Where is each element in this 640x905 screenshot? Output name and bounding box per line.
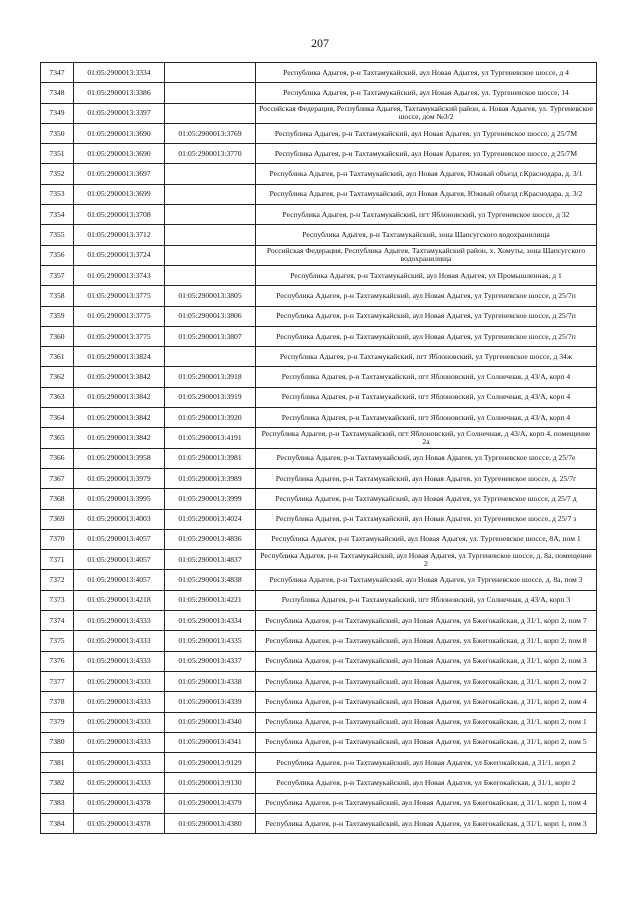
object-cadastral-number-cell: 01:05:2900013:4191 [165, 428, 256, 448]
address-cell: Республика Адыгея, р-н Тахтамукайский, аул Новая Адыгея, ул Бжегокайская, д 31/1, корп 2 [256, 753, 597, 773]
object-cadastral-number-cell: 01:05:2900013:3918 [165, 367, 256, 387]
table-row [41, 408, 597, 428]
object-cadastral-number-cell [165, 103, 256, 123]
row-number-cell: 7349 [41, 103, 74, 123]
row-number-cell: 7361 [41, 347, 74, 367]
registry-table [40, 62, 597, 834]
address-cell: Республика Адыгея, р-н Тахтамукайский, аул Новая Адыгея, Южный объезд г.Краснодара, д. 3/1 [256, 164, 597, 184]
cadastral-number-cell: 01:05:2900013:4057 [74, 529, 165, 549]
row-number-cell: 7356 [41, 245, 74, 265]
row-number-cell: 7362 [41, 367, 74, 387]
table-row [41, 590, 597, 610]
cadastral-number-cell: 01:05:2900013:4333 [74, 712, 165, 732]
registry-body [41, 63, 597, 834]
object-cadastral-number-cell: 01:05:2900013:4334 [165, 611, 256, 631]
object-cadastral-number-cell: 01:05:2900013:3807 [165, 326, 256, 346]
address-cell: Республика Адыгея, р-н Тахтамукайский, аул Новая Адыгея, ул Тургеневское шоссе, д. 8а, помещение 2 [256, 550, 597, 570]
table-row [41, 692, 597, 712]
row-number-cell: 7377 [41, 671, 74, 691]
address-cell: Республика Адыгея, р-н Тахтамукайский, аул Новая Адыгея, ул Бжегокайская, д 31/1, корп 2, пом 2 [256, 671, 597, 691]
address-cell: Республика Адыгея, р-н Тахтамукайский, аул Новая Адыгея, Южный объезд г.Краснодара, д. 3/2 [256, 184, 597, 204]
address-cell: Республика Адыгея, р-н Тахтамукайский, аул Новая Адыгея, ул Бжегокайская, д 31/1, корп 2, пом 4 [256, 692, 597, 712]
table-row [41, 123, 597, 143]
cadastral-number-cell: 01:05:2900013:3842 [74, 367, 165, 387]
object-cadastral-number-cell: 01:05:2900013:3920 [165, 408, 256, 428]
object-cadastral-number-cell: 01:05:2900013:3805 [165, 286, 256, 306]
table-row [41, 773, 597, 793]
row-number-cell: 7374 [41, 611, 74, 631]
page-number: 207 [311, 36, 329, 50]
cadastral-number-cell: 01:05:2900013:3708 [74, 205, 165, 225]
object-cadastral-number-cell: 01:05:2900013:4338 [165, 671, 256, 691]
table-row [41, 671, 597, 691]
table-row [41, 570, 597, 590]
address-cell: Республика Адыгея, р-н Тахтамукайский, аул Новая Адыгея, ул Бжегокайская, д 31/1, корп 2, пом 8 [256, 631, 597, 651]
row-number-cell: 7355 [41, 225, 74, 245]
object-cadastral-number-cell [165, 205, 256, 225]
object-cadastral-number-cell: 01:05:2900013:3999 [165, 489, 256, 509]
address-cell: Республика Адыгея, р-н Тахтамукайский, аул Новая Адыгея, ул. Тургеневское шоссе, 8А, пом 1 [256, 529, 597, 549]
address-cell: Российская Федерация, Республика Адыгея, Тахтамукайский район, х. Хомуты, зона Шапсугского водохранилища [256, 245, 597, 265]
row-number-cell: 7366 [41, 448, 74, 468]
cadastral-number-cell: 01:05:2900013:3995 [74, 489, 165, 509]
address-cell: Республика Адыгея, р-н Тахтамукайский, аул Новая Адыгея, ул. Тургеневское шоссе, 14 [256, 83, 597, 103]
cadastral-number-cell: 01:05:2900013:3690 [74, 123, 165, 143]
table-row [41, 306, 597, 326]
address-cell: Республика Адыгея, р-н Тахтамукайский, пгт Яблоновский, ул Солнечная, д 43/А, корп 4, помещение 2а [256, 428, 597, 448]
table-row [41, 489, 597, 509]
cadastral-number-cell: 01:05:2900013:4003 [74, 509, 165, 529]
cadastral-number-cell: 01:05:2900013:3842 [74, 387, 165, 407]
row-number-cell: 7368 [41, 489, 74, 509]
row-number-cell: 7350 [41, 123, 74, 143]
address-cell: Республика Адыгея, р-н Тахтамукайский, аул Новая Адыгея, ул Тургеневское шоссе, д 25/7п [256, 286, 597, 306]
object-cadastral-number-cell: 01:05:2900013:4024 [165, 509, 256, 529]
object-cadastral-number-cell: 01:05:2900013:9130 [165, 773, 256, 793]
cadastral-number-cell: 01:05:2900013:4057 [74, 550, 165, 570]
object-cadastral-number-cell [165, 245, 256, 265]
cadastral-number-cell: 01:05:2900013:3697 [74, 164, 165, 184]
address-cell: Республика Адыгея, р-н Тахтамукайский, аул Новая Адыгея, ул Бжегокайская, д 31/1, корп 2, пом 3 [256, 651, 597, 671]
address-cell: Республика Адыгея, р-н Тахтамукайский, аул Новая Адыгея, ул Тургеневское шоссе, д. 8а, пом 3 [256, 570, 597, 590]
row-number-cell: 7378 [41, 692, 74, 712]
address-cell: Республика Адыгея, р-н Тахтамукайский, аул Новая Адыгея, ул Бжегокайская, д 31/1, корп 2, пом 7 [256, 611, 597, 631]
row-number-cell: 7370 [41, 529, 74, 549]
row-number-cell: 7364 [41, 408, 74, 428]
cadastral-number-cell: 01:05:2900013:4333 [74, 692, 165, 712]
table-row [41, 83, 597, 103]
cadastral-number-cell: 01:05:2900013:4333 [74, 773, 165, 793]
cadastral-number-cell: 01:05:2900013:4333 [74, 671, 165, 691]
address-cell: Российская Федерация, Республика Адыгея, Тахтамукайский район, а. Новая Адыгея, ул. Тургеневское шоссе, дом №3/2 [256, 103, 597, 123]
row-number-cell: 7365 [41, 428, 74, 448]
row-number-cell: 7367 [41, 468, 74, 488]
cadastral-number-cell: 01:05:2900013:3842 [74, 408, 165, 428]
row-number-cell: 7352 [41, 164, 74, 184]
object-cadastral-number-cell: 01:05:2900013:4380 [165, 813, 256, 833]
row-number-cell: 7358 [41, 286, 74, 306]
table-row [41, 347, 597, 367]
row-number-cell: 7375 [41, 631, 74, 651]
cadastral-number-cell: 01:05:2900013:4218 [74, 590, 165, 610]
object-cadastral-number-cell: 01:05:2900013:4836 [165, 529, 256, 549]
address-cell: Республика Адыгея, р-н Тахтамукайский, пгт Яблоновский, ул Солнечная, д 43/А, корп 4 [256, 387, 597, 407]
row-number-cell: 7348 [41, 83, 74, 103]
table-row [41, 813, 597, 833]
table-row [41, 468, 597, 488]
table-row [41, 753, 597, 773]
object-cadastral-number-cell: 01:05:2900013:9129 [165, 753, 256, 773]
object-cadastral-number-cell [165, 164, 256, 184]
cadastral-number-cell: 01:05:2900013:3775 [74, 286, 165, 306]
object-cadastral-number-cell: 01:05:2900013:3769 [165, 123, 256, 143]
table-row [41, 651, 597, 671]
cadastral-number-cell: 01:05:2900013:3958 [74, 448, 165, 468]
address-cell: Республика Адыгея, р-н Тахтамукайский, аул Новая Адыгея, ул Тургеневское шоссе, д 25/7 д [256, 489, 597, 509]
row-number-cell: 7357 [41, 265, 74, 285]
table-row [41, 164, 597, 184]
cadastral-number-cell: 01:05:2900013:3775 [74, 306, 165, 326]
table-row [41, 732, 597, 752]
row-number-cell: 7363 [41, 387, 74, 407]
table-row [41, 144, 597, 164]
object-cadastral-number-cell: 01:05:2900013:4341 [165, 732, 256, 752]
cadastral-number-cell: 01:05:2900013:4333 [74, 753, 165, 773]
table-row [41, 103, 597, 123]
table-row [41, 611, 597, 631]
object-cadastral-number-cell [165, 184, 256, 204]
table-row [41, 529, 597, 549]
address-cell: Республика Адыгея, р-н Тахтамукайский, пгт Яблоновский, ул Тургеневское шоссе, д 32 [256, 205, 597, 225]
table-row [41, 245, 597, 265]
cadastral-number-cell: 01:05:2900013:3712 [74, 225, 165, 245]
row-number-cell: 7371 [41, 550, 74, 570]
row-number-cell: 7379 [41, 712, 74, 732]
row-number-cell: 7373 [41, 590, 74, 610]
object-cadastral-number-cell [165, 265, 256, 285]
table-row [41, 367, 597, 387]
cadastral-number-cell: 01:05:2900013:3824 [74, 347, 165, 367]
object-cadastral-number-cell [165, 225, 256, 245]
row-number-cell: 7380 [41, 732, 74, 752]
cadastral-number-cell: 01:05:2900013:4057 [74, 570, 165, 590]
address-cell: Республика Адыгея, р-н Тахтамукайский, аул Новая Адыгея, ул Тургеневское шоссе, д 25/7п [256, 306, 597, 326]
object-cadastral-number-cell [165, 83, 256, 103]
cadastral-number-cell: 01:05:2900013:3699 [74, 184, 165, 204]
address-cell: Республика Адыгея, р-н Тахтамукайский, аул Новая Адыгея, ул Бжегокайская, д 31/1, корп 1, пом 3 [256, 813, 597, 833]
cadastral-number-cell: 01:05:2900013:3724 [74, 245, 165, 265]
table-row [41, 793, 597, 813]
cadastral-number-cell: 01:05:2900013:4333 [74, 611, 165, 631]
object-cadastral-number-cell: 01:05:2900013:3981 [165, 448, 256, 468]
table-row [41, 205, 597, 225]
object-cadastral-number-cell: 01:05:2900013:4837 [165, 550, 256, 570]
object-cadastral-number-cell [165, 347, 256, 367]
address-cell: Республика Адыгея, р-н Тахтамукайский, аул Новая Адыгея, ул Бжегокайская, д 31/1, корп 1, пом 4 [256, 793, 597, 813]
cadastral-number-cell: 01:05:2900013:4378 [74, 813, 165, 833]
address-cell: Республика Адыгея, р-н Тахтамукайский, аул Новая Адыгея, ул Промышленная, д 1 [256, 265, 597, 285]
address-cell: Республика Адыгея, р-н Тахтамукайский, аул Новая Адыгея, ул Тургеневское шоссе, д. 25/7г [256, 468, 597, 488]
table-row [41, 265, 597, 285]
object-cadastral-number-cell [165, 63, 256, 83]
cadastral-number-cell: 01:05:2900013:3334 [74, 63, 165, 83]
table-row [41, 387, 597, 407]
address-cell: Республика Адыгея, р-н Тахтамукайский, аул Новая Адыгея, ул Тургеневское шоссе, д 25/7е [256, 448, 597, 468]
table-row [41, 225, 597, 245]
table-row [41, 712, 597, 732]
object-cadastral-number-cell: 01:05:2900013:3770 [165, 144, 256, 164]
cadastral-number-cell: 01:05:2900013:3397 [74, 103, 165, 123]
address-cell: Республика Адыгея, р-н Тахтамукайский, пгт Яблоновский, ул Солнечная, д 43/А, корп 3 [256, 590, 597, 610]
object-cadastral-number-cell: 01:05:2900013:3919 [165, 387, 256, 407]
cadastral-number-cell: 01:05:2900013:4333 [74, 732, 165, 752]
table-row [41, 286, 597, 306]
cadastral-number-cell: 01:05:2900013:3842 [74, 428, 165, 448]
object-cadastral-number-cell: 01:05:2900013:4379 [165, 793, 256, 813]
address-cell: Республика Адыгея, р-н Тахтамукайский, зона Шапсугского водохранилища [256, 225, 597, 245]
table-row [41, 448, 597, 468]
row-number-cell: 7381 [41, 753, 74, 773]
address-cell: Республика Адыгея, р-н Тахтамукайский, пгт Яблоновский, ул Тургеневское шоссе, д 34ж [256, 347, 597, 367]
address-cell: Республика Адыгея, р-н Тахтамукайский, аул Новая Адыгея, ул Бжегокайская, д 31/1, корп 2, пом 1 [256, 712, 597, 732]
cadastral-number-cell: 01:05:2900013:4378 [74, 793, 165, 813]
row-number-cell: 7369 [41, 509, 74, 529]
row-number-cell: 7360 [41, 326, 74, 346]
object-cadastral-number-cell: 01:05:2900013:4221 [165, 590, 256, 610]
object-cadastral-number-cell: 01:05:2900013:4340 [165, 712, 256, 732]
row-number-cell: 7347 [41, 63, 74, 83]
object-cadastral-number-cell: 01:05:2900013:3989 [165, 468, 256, 488]
table-row [41, 550, 597, 570]
address-cell: Республика Адыгея, р-н Тахтамукайский, пгт Яблоновский, ул Солнечная, д 43/А, корп 4 [256, 367, 597, 387]
address-cell: Республика Адыгея, р-н Тахтамукайский, пгт Яблоновский, ул Солнечная, д 43/А, корп 4 [256, 408, 597, 428]
row-number-cell: 7354 [41, 205, 74, 225]
cadastral-number-cell: 01:05:2900013:3979 [74, 468, 165, 488]
cadastral-number-cell: 01:05:2900013:3775 [74, 326, 165, 346]
table-row [41, 509, 597, 529]
object-cadastral-number-cell: 01:05:2900013:3806 [165, 306, 256, 326]
row-number-cell: 7383 [41, 793, 74, 813]
cadastral-number-cell: 01:05:2900013:3690 [74, 144, 165, 164]
table-row [41, 326, 597, 346]
address-cell: Республика Адыгея, р-н Тахтамукайский, аул Новая Адыгея, ул Тургеневское шоссе, д 25/7М [256, 123, 597, 143]
object-cadastral-number-cell: 01:05:2900013:4339 [165, 692, 256, 712]
object-cadastral-number-cell: 01:05:2900013:4838 [165, 570, 256, 590]
address-cell: Республика Адыгея, р-н Тахтамукайский, аул Новая Адыгея, ул Бжегокайская, д 31/1, корп 2 [256, 773, 597, 793]
address-cell: Республика Адыгея, р-н Тахтамукайский, аул Новая Адыгея, ул Тургеневское шоссе, д 25/7 з [256, 509, 597, 529]
row-number-cell: 7372 [41, 570, 74, 590]
table-row [41, 428, 597, 448]
object-cadastral-number-cell: 01:05:2900013:4337 [165, 651, 256, 671]
row-number-cell: 7351 [41, 144, 74, 164]
row-number-cell: 7376 [41, 651, 74, 671]
row-number-cell: 7382 [41, 773, 74, 793]
cadastral-number-cell: 01:05:2900013:3743 [74, 265, 165, 285]
cadastral-number-cell: 01:05:2900013:4333 [74, 631, 165, 651]
row-number-cell: 7359 [41, 306, 74, 326]
row-number-cell: 7353 [41, 184, 74, 204]
table-row [41, 63, 597, 83]
object-cadastral-number-cell: 01:05:2900013:4335 [165, 631, 256, 651]
address-cell: Республика Адыгея, р-н Тахтамукайский, аул Новая Адыгея, ул Тургеневское шоссе, д 4 [256, 63, 597, 83]
row-number-cell: 7384 [41, 813, 74, 833]
table-row [41, 184, 597, 204]
cadastral-number-cell: 01:05:2900013:3386 [74, 83, 165, 103]
address-cell: Республика Адыгея, р-н Тахтамукайский, аул Новая Адыгея, ул Тургеневское шоссе, д 25/7М [256, 144, 597, 164]
address-cell: Республика Адыгея, р-н Тахтамукайский, аул Новая Адыгея, ул Бжегокайская, д 31/1, корп 2, пом 5 [256, 732, 597, 752]
table-row [41, 631, 597, 651]
cadastral-number-cell: 01:05:2900013:4333 [74, 651, 165, 671]
address-cell: Республика Адыгея, р-н Тахтамукайский, аул Новая Адыгея, ул Тургеневское шоссе, д 25/7п [256, 326, 597, 346]
